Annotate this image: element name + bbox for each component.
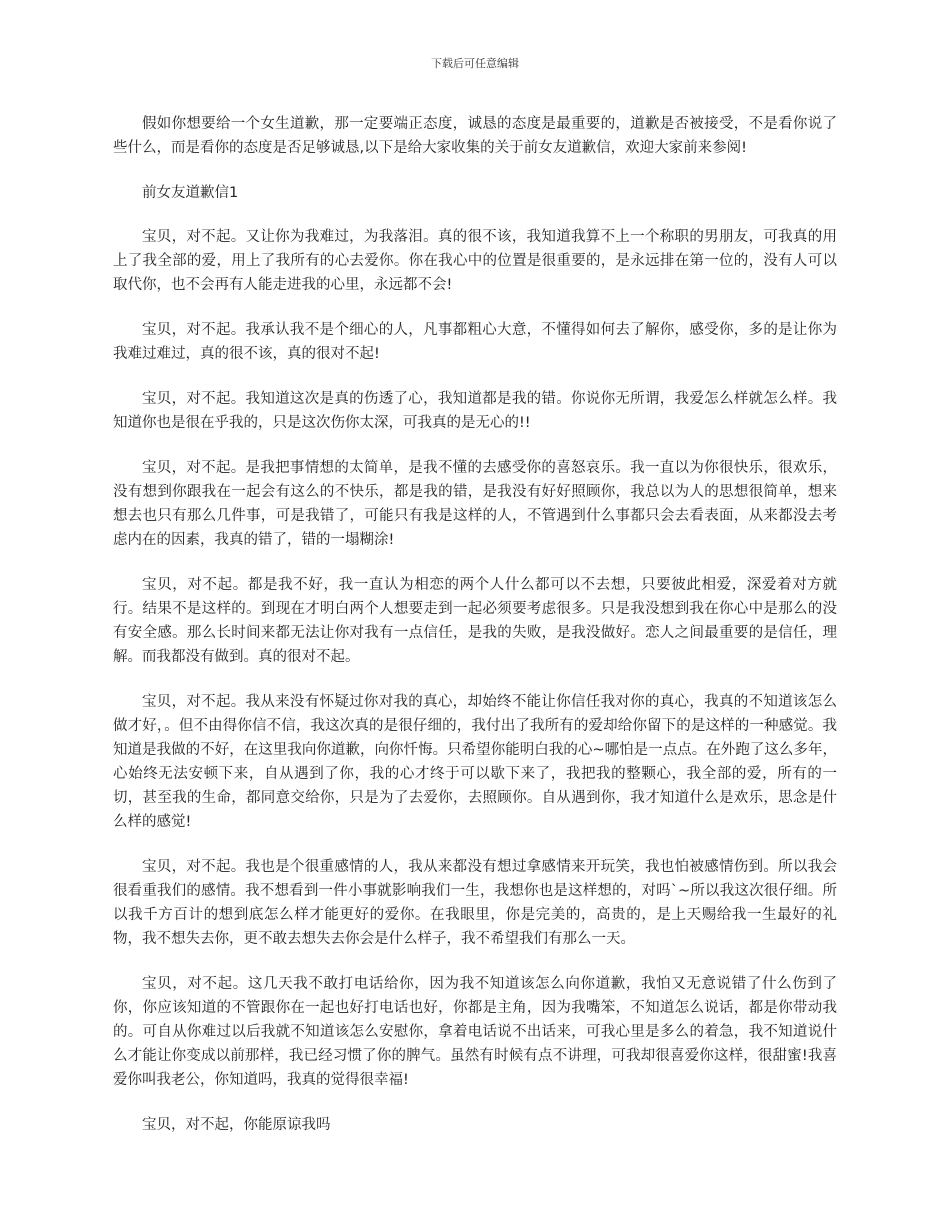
letter-paragraph-6: 宝贝，对不起。我从来没有怀疑过你对我的真心，却始终不能让你信任我对你的真心，我真的不知道该怎么做才好，。但不由得你信不信，我这次真的是很仔细的，我付出了我所有的爱却给你留下的是这样的一种感觉。我知道是我做的不好，在这里我向你道歉，向你忏悔。只希望你能明白我的心~哪怕是一点点。在外跑了这么多年，心始终无法安顿下来，自从遇到了你，我的心才终于可以歇下来了，我把我的整颗心，我全部的爱，所有的一切，甚至我的生命，都同意交给你，只是为了去爱你，去照顾你。自从遇到你，我才知道什么是欢乐，思念是什么样的感觉! (113, 694, 837, 830)
letter-paragraph-3: 宝贝，对不起。我知道这次是真的伤透了心，我知道都是我的错。你说你无所谓，我爱怎么样就怎么样。我知道你也是很在乎我的，只是这次伤你太深，可我真的是无心的!! (113, 391, 837, 431)
intro-paragraph: 假如你想要给一个女生道歉，那一定要端正态度，诚恳的态度是最重要的，道歉是否被接受，不是看你说了些什么，而是看你的态度是否足够诚恳,以下是给大家收集的关于前女友道歉信，欢迎大家前来参阅! (113, 116, 837, 156)
document-body (113, 112, 837, 1158)
letter-paragraph-7: 宝贝，对不起。我也是个很重感情的人，我从来都没有想过拿感情来开玩笑，我也怕被感情伤到。所以我会很看重我们的感情。我不想看到一件小事就影响我们一生，我想你也是这样想的，对吗`~所以我这次很仔细。所以我千方百计的想到底怎么样才能更好的爱你。在我眼里，你是完美的，高贵的，是上天赐给我一生最好的礼物，我不想失去你，更不敢去想失去你会是什么样子，我不希望我们有那么一天。 (113, 859, 837, 947)
letter-paragraph-9: 宝贝，对不起，你能原谅我吗 (142, 1117, 331, 1133)
letter-paragraph-1: 宝贝，对不起。又让你为我难过，为我落泪。真的很不该，我知道我算不上一个称职的男朋友，可我真的用上了我全部的爱，用上了我所有的心去爱你。你在我心中的位置是很重要的，是永远排在第一位的，没有人可以取代你，也不会再有人能走进我的心里，永远都不会! (113, 229, 837, 293)
letter-paragraph-4: 宝贝，对不起。是我把事情想的太简单，是我不懂的去感受你的喜怒哀乐。我一直以为你很快乐，很欢乐，没有想到你跟我在一起会有这么的不快乐，都是我的错，是我没有好好照顾你，我总以为人的思想很简单，想来想去也只有那么几件事，可是我错了，可能只有我是这样的人，不管遇到什么事都只会去看表面，从来都没去考虑内在的因素，我真的错了，错的一塌糊涂! (113, 460, 837, 548)
letter-paragraph-5: 宝贝，对不起。都是我不好，我一直认为相恋的两个人什么都可以不去想，只要彼此相爱，深爱着对方就行。结果不是这样的。到现在才明白两个人想要走到一起必须要考虑很多。只是我没想到我在你心中是那么的没有安全感。那么长时间来都无法让你对我有一点信任，是我的失败，是我没做好。恋人之间最重要的是信任，理解。而我都没有做到。真的很对不起。 (113, 577, 837, 665)
page-header-note: 下载后可任意编辑 (431, 57, 519, 70)
letter-paragraph-8: 宝贝，对不起。这几天我不敢打电话给你，因为我不知道该怎么向你道歉，我怕又无意说错了什么伤到了你，你应该知道的不管跟你在一起也好打电话也好，你都是主角，因为我嘴笨，不知道怎么说话，都是你带动我的。可自从你难过以后我就不知道该怎么安慰你，拿着电话说不出话来，可我心里是多么的着急，我不知道说什么才能让你变成以前那样，我已经习惯了你的脾气。虽然有时候有点不讲理，可我却很喜爱你这样，很甜蜜!我喜爱你叫我老公，你知道吗，我真的觉得很幸福! (113, 976, 837, 1088)
letter-heading: 前女友道歉信1 (142, 185, 239, 201)
letter-paragraph-2: 宝贝，对不起。我承认我不是个细心的人，凡事都粗心大意，不懂得如何去了解你，感受你，多的是让你为我难过难过，真的很不该，真的很对不起! (113, 322, 837, 362)
